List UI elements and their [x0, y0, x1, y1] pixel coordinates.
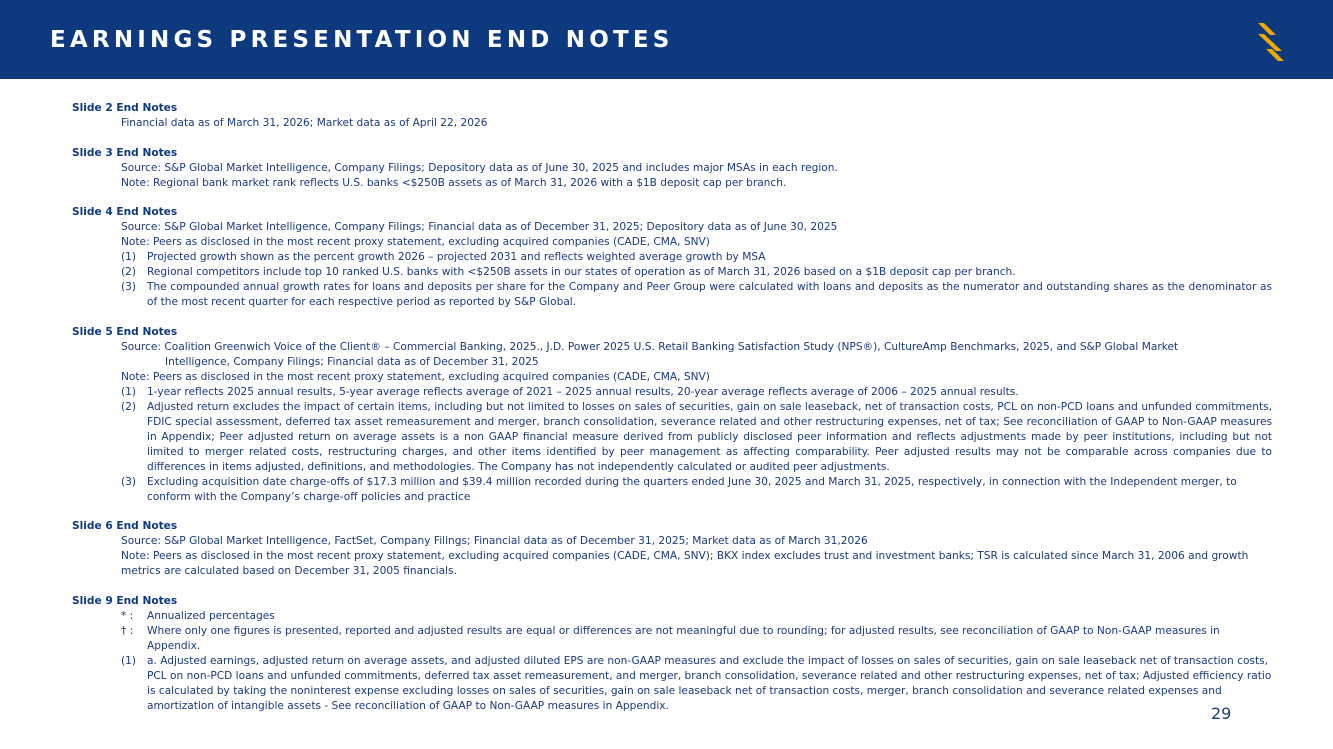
footnote-marker: † : [121, 624, 134, 637]
note-line: Note: Regional bank market rank reflects U.S. banks <$250B assets as of March 31, 2026 with a $1B deposit cap per branch. [121, 176, 787, 189]
slide-4-end-notes [72, 205, 1272, 310]
slide-5-end-notes [72, 325, 1272, 505]
footnote-marker: (1) [121, 385, 137, 398]
footnote-text: The compounded annual growth rates for loans and deposits per share for the Company and Peer Group were calculated with loans and deposits as the numerator and outstanding shares as the denominator as of the most recent quarter for each respective period as reported by S&P Global. [147, 281, 1272, 308]
section-title: Slide 4 End Notes [72, 206, 178, 218]
source-continuation: Intelligence, Company Filings; Financial data as of December 31, 2025 [165, 355, 539, 368]
footnote-item [72, 280, 1272, 310]
footnote-text: Adjusted return excludes the impact of certain items, including but not limited to losses on sales of securities, gain on sale leaseback, net of transaction costs, PCL on non-PCD loans and unfunded commitments, FDIC special assessment, deferred tax asset remeasurement and merger, branch consolidation, severance related and other restructuring expenses, net of tax; See reconciliation of GAAP to Non-GAAP measures in Appendix; Peer adjusted return on average assets is a non GAAP financial measure derived from publicly disclosed peer information and reflects adjustments made by peer institutions, including but not limited to merger related costs, restructuring charges, and other items identified by peer management as affecting comparability. Peer adjusted results may not be comparable across companies due to differences in items adjusted, definitions, and methodologies. The Company has not independently calculated or audited peer adjustments. [147, 400, 1272, 473]
footnote-marker: (1) [121, 251, 137, 263]
footnote-text: Annualized percentages [147, 609, 275, 622]
footnote-item [72, 400, 1272, 475]
section-title: Slide 6 End Notes [72, 520, 178, 532]
source-line: Source: S&P Global Market Intelligence, Company Filings; Depository data as of June 30, 2025 and includes major MSAs in each region. [121, 161, 838, 174]
section-title: Slide 9 End Notes [72, 594, 178, 607]
footnote-item [72, 250, 1272, 265]
slide-3-end-notes [72, 146, 1272, 191]
footnote-text: 1-year reflects 2025 annual results, 5-year average reflects average of 2021 – 2025 annual results, 20-year average reflects average of 2006 – 2025 annual results. [147, 385, 1019, 398]
page-number: 29 [1211, 704, 1232, 723]
source-line: Source: S&P Global Market Intelligence, Company Filings; Financial data as of December 31, 2025; Depository data as of June 30, 2025 [121, 221, 838, 233]
footnote-text: Projected growth shown as the percent growth 2026 – projected 2031 and reflects weighted average growth by MSA [147, 251, 766, 263]
footnote-item [72, 265, 1272, 280]
footnote-item [72, 385, 1272, 400]
footnote-marker: (3) [121, 475, 137, 488]
source-line: Source: Coalition Greenwich Voice of the Client® – Commercial Banking, 2025., J.D. Power 2025 U.S. Retail Banking Satisfaction Study (NPS®), CultureAmp Benchmarks, 2025, and S&P Global Market [121, 340, 1179, 353]
note-line: Note: Peers as disclosed in the most recent proxy statement, excluding acquired companies (CADE, CMA, SNV) [121, 236, 710, 248]
footnote-marker: (3) [121, 281, 137, 293]
footnote-text: a. Adjusted earnings, adjusted return on average assets, and adjusted diluted EPS are non-GAAP measures and exclude the impact of losses on sales of securities, gain on sale leaseback net of transaction costs, PCL on non-PCD loans and unfunded commitments, deferred tax asset remeasurement, and merger, branch consolidation, severance related and other restructuring expenses, net of tax; Adjusted efficiency ratio is calculated by taking the noninterest expense excluding losses on sales of securities, gain on sale leaseback net of transaction costs, merger, branch consolidation and severance related expenses and amortization of intangible assets - See reconciliation of GAAP to Non-GAAP measures in Appendix. [147, 654, 1272, 712]
note-line: Note: Peers as disclosed in the most recent proxy statement, excluding acquired companies (CADE, CMA, SNV) [121, 370, 710, 383]
footnote-item [72, 654, 1272, 714]
title-bar [0, 0, 1333, 79]
footnote-text: Excluding acquisition date charge-offs of $17.3 million and $39.4 million recorded during the quarters ended June 30, 2025 and March 31, 2025, respectively, in connection with the Independent merger, to conform with the Company’s charge-off policies and practice [147, 475, 1237, 503]
footnote-marker: (2) [121, 400, 137, 413]
slide-9-end-notes [72, 594, 1272, 714]
footnote-marker: * : [121, 609, 134, 622]
end-notes-body [72, 101, 1272, 728]
page-title: EARNINGS PRESENTATION END NOTES [50, 27, 674, 53]
slide-2-end-notes [72, 101, 1272, 131]
footnote-text: Where only one figures is presented, reported and adjusted results are equal or differences are not meaningful due to rounding; for adjusted results, see reconciliation of GAAP to Non-GAAP measures in Appendix. [147, 624, 1220, 652]
footnote-marker: (1) [121, 654, 137, 667]
note-line: Financial data as of March 31, 2026; Market data as of April 22, 2026 [121, 117, 488, 129]
section-title: Slide 5 End Notes [72, 325, 178, 338]
section-title: Slide 2 End Notes [72, 102, 178, 114]
note-line: Note: Peers as disclosed in the most recent proxy statement, excluding acquired companies (CADE, CMA, SNV); BKX index excludes trust and investment banks; TSR is calculated since March 31, 2006 and growth metrics are calculated based on December 31, 2005 financials. [121, 550, 1249, 577]
footnote-item [72, 609, 1272, 624]
source-line: Source: S&P Global Market Intelligence, FactSet, Company Filings; Financial data as of December 31, 2025; Market data as of March 31,2026 [121, 535, 868, 547]
slide-6-end-notes [72, 519, 1272, 579]
footnote-item [72, 475, 1272, 505]
section-title: Slide 3 End Notes [72, 146, 178, 159]
footnote-marker: (2) [121, 266, 137, 278]
footnote-item [72, 624, 1272, 654]
synovus-s-logo-icon [1254, 22, 1288, 62]
footnote-text: Regional competitors include top 10 ranked U.S. banks with <$250B assets in our states of operation as of March 31, 2026 based on a $1B deposit cap per branch. [147, 266, 1016, 278]
